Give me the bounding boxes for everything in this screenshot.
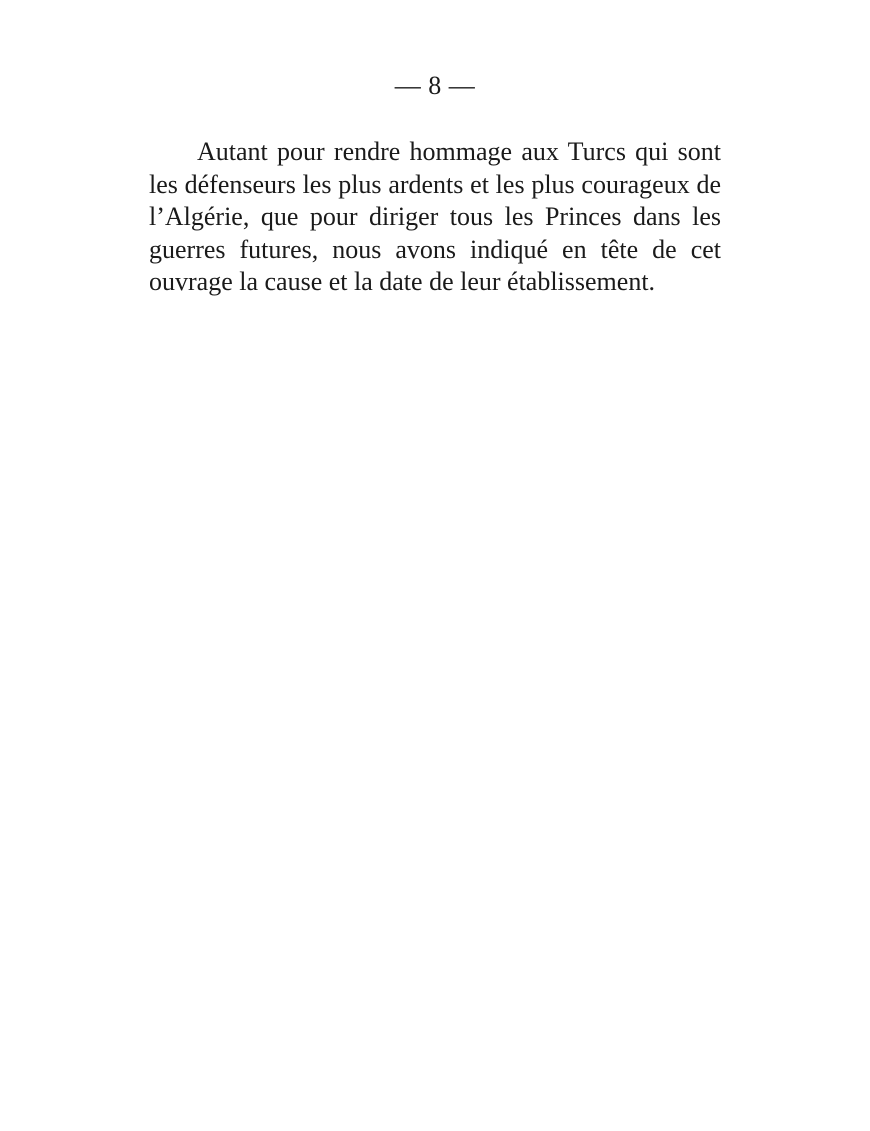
body-paragraph: Autant pour rendre hommage aux Turcs qui sont les défenseurs les plus ardents et les plus courageux de l’Algérie, que pour diriger tous les Princes dans les guerres futures, nous avons indiqué en tête de cet ouvrage la cause et la date de leur établissement.: [149, 137, 721, 296]
page-number: — 8 —: [394, 71, 476, 100]
